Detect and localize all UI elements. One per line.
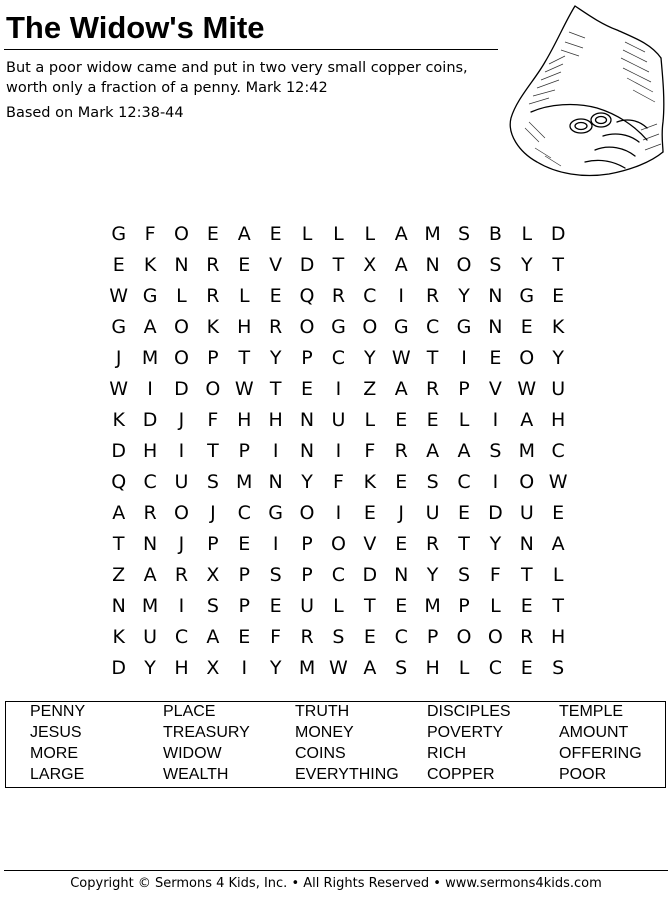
scripture-reference: Based on Mark 12:38-44 [6, 105, 184, 121]
grid-letter: A [426, 439, 440, 462]
grid-letter: I [335, 501, 342, 524]
grid-letter: E [206, 222, 219, 245]
grid-letter: U [551, 377, 566, 400]
grid-letter: Y [552, 346, 564, 369]
grid-letter: A [457, 439, 471, 462]
grid-letter: K [143, 253, 157, 276]
word-bank-item: TEMPLE [559, 703, 624, 720]
grid-letter: G [519, 284, 535, 307]
grid-letter: R [300, 625, 314, 648]
grid-letter: U [425, 501, 440, 524]
grid-letter: G [111, 222, 127, 245]
word-bank-item: EVERYTHING [295, 766, 399, 783]
grid-letter: P [301, 346, 313, 369]
grid-letter: P [301, 563, 313, 586]
grid-letter: L [333, 594, 344, 617]
grid-letter: T [520, 563, 533, 586]
grid-letter: M [141, 346, 159, 369]
grid-row [103, 466, 574, 497]
grid-letter: N [268, 470, 283, 493]
page-title: The Widow's Mite [6, 10, 265, 45]
grid-letter: P [301, 532, 313, 555]
grid-letter: E [269, 222, 282, 245]
grid-letter: E [363, 625, 376, 648]
grid-letter: R [426, 377, 440, 400]
grid-letter: E [520, 656, 533, 679]
grid-letter: A [363, 656, 377, 679]
grid-letter: G [268, 501, 284, 524]
grid-letter: E [269, 284, 282, 307]
grid-letter: T [552, 594, 564, 617]
grid-letter: I [178, 439, 185, 462]
grid-letter: C [488, 656, 503, 679]
grid-letter: E [238, 532, 251, 555]
grid-row [103, 652, 574, 683]
grid-letter: I [461, 346, 467, 369]
grid-letter: L [458, 408, 470, 431]
grid-letter: O [330, 532, 346, 555]
grid-letter: D [362, 563, 378, 586]
grid-letter: W [548, 470, 568, 493]
word-bank-item: WEALTH [163, 766, 229, 783]
word-bank-item: AMOUNT [559, 724, 629, 741]
grid-letter: U [174, 470, 189, 493]
grid-letter: E [395, 532, 408, 555]
grid-letter: K [112, 625, 125, 648]
grid-letter: A [394, 253, 408, 276]
grid-letter: N [142, 532, 158, 555]
grid-letter: Q [111, 470, 127, 493]
grid-row [103, 249, 574, 280]
grid-letter: K [551, 315, 565, 338]
grid-letter: O [362, 315, 378, 338]
grid-letter: F [364, 439, 376, 462]
grid-letter: P [426, 625, 439, 648]
grid-letter: C [425, 315, 440, 338]
grid-letter: P [207, 346, 219, 369]
grid-letter: I [272, 532, 279, 555]
grid-letter: V [269, 253, 283, 276]
grid-letter: I [335, 377, 342, 400]
grid-letter: R [394, 439, 408, 462]
grid-letter: U [519, 501, 534, 524]
grid-letter: R [143, 501, 157, 524]
grid-letter: E [301, 377, 314, 400]
grid-letter: S [552, 656, 565, 679]
grid-letter: S [332, 625, 345, 648]
grid-letter: X [206, 563, 220, 586]
grid-letter: Y [144, 656, 156, 679]
grid-letter: L [521, 222, 533, 245]
grid-letter: E [552, 284, 565, 307]
grid-letter: O [173, 315, 189, 338]
grid-letter: T [269, 377, 282, 400]
grid-letter: I [492, 470, 499, 493]
grid-letter: V [488, 377, 502, 400]
grid-row [103, 311, 574, 342]
grid-letter: J [178, 532, 185, 555]
grid-letter: Y [489, 532, 502, 555]
grid-letter: P [207, 532, 219, 555]
grid-letter: O [299, 315, 315, 338]
grid-letter: O [205, 377, 221, 400]
word-bank-item: JESUS [30, 724, 82, 741]
grid-letter: U [300, 594, 314, 617]
grid-letter: C [394, 625, 408, 648]
grid-letter: S [457, 563, 471, 586]
grid-letter: Z [363, 377, 377, 400]
hand-with-coins-illustration [505, 2, 667, 182]
grid-letter: I [241, 656, 248, 679]
grid-letter: H [142, 439, 158, 462]
word-bank-item: POOR [559, 766, 607, 783]
grid-letter: G [142, 284, 158, 307]
word-bank-item: MORE [30, 745, 78, 762]
grid-letter: T [207, 439, 219, 462]
grid-letter: R [426, 284, 440, 307]
grid-row [103, 497, 574, 528]
grid-letter: R [206, 253, 220, 276]
grid-row [103, 559, 574, 590]
grid-letter: W [517, 377, 537, 400]
grid-letter: L [490, 594, 501, 617]
copyright-footer: Copyright © Sermons 4 Kids, Inc. • All Rights Reserved • www.sermons4kids.com [70, 876, 602, 891]
grid-letter: E [395, 408, 408, 431]
grid-letter: E [238, 253, 251, 276]
grid-letter: E [395, 594, 408, 617]
grid-letter: E [520, 594, 533, 617]
grid-letter: R [520, 625, 534, 648]
grid-letter: F [270, 625, 282, 648]
grid-letter: D [550, 222, 566, 245]
word-bank-item: WIDOW [163, 745, 222, 762]
grid-letter: T [238, 346, 251, 369]
grid-letter: A [394, 377, 408, 400]
grid-letter: S [269, 563, 282, 586]
grid-letter: Y [426, 563, 439, 586]
grid-letter: N [394, 563, 409, 586]
grid-letter: X [206, 656, 220, 679]
word-bank-item: LARGE [30, 766, 85, 783]
grid-letter: Y [269, 346, 282, 369]
grid-letter: H [237, 408, 252, 431]
grid-letter: N [174, 253, 189, 276]
grid-letter: M [518, 439, 535, 462]
grid-letter: M [141, 594, 159, 617]
grid-letter: G [111, 315, 127, 338]
grid-letter: I [178, 594, 185, 617]
word-bank-item: RICH [427, 745, 467, 762]
grid-letter: S [426, 470, 439, 493]
grid-letter: J [115, 346, 122, 369]
grid-letter: Y [301, 470, 313, 493]
grid-letter: C [174, 625, 189, 648]
word-bank-item: COPPER [427, 766, 495, 783]
grid-letter: C [237, 501, 251, 524]
grid-letter: G [393, 315, 409, 338]
grid-row [103, 528, 574, 559]
grid-letter: S [206, 594, 219, 617]
grid-letter: I [272, 439, 279, 462]
grid-letter: L [301, 222, 313, 245]
grid-letter: B [488, 222, 502, 245]
grid-letter: Y [520, 253, 533, 276]
grid-letter: L [458, 656, 470, 679]
grid-letter: E [426, 408, 439, 431]
word-bank-item: PLACE [163, 703, 216, 720]
grid-letter: L [364, 222, 376, 245]
grid-letter: O [173, 501, 189, 524]
grid-letter: R [331, 284, 346, 307]
word-bank-item: TREASURY [163, 724, 250, 741]
grid-letter: T [364, 594, 376, 617]
grid-row [103, 342, 574, 373]
grid-letter: O [519, 346, 535, 369]
bible-verse: But a poor widow came and put in two very small copper coins, worth only a fraction of a penny. Mark 12:42 [6, 60, 468, 96]
grid-letter: T [458, 532, 470, 555]
grid-letter: V [363, 532, 377, 555]
grid-row [103, 590, 574, 621]
grid-letter: S [395, 656, 408, 679]
grid-letter: E [395, 470, 408, 493]
grid-letter: E [112, 253, 125, 276]
word-bank-item: OFFERING [559, 745, 642, 762]
grid-letter: H [551, 625, 566, 648]
grid-letter: E [489, 346, 502, 369]
grid-letter: Q [299, 284, 315, 307]
grid-letter: D [111, 439, 127, 462]
grid-letter: J [210, 501, 216, 524]
grid-letter: T [552, 253, 564, 276]
grid-letter: A [520, 408, 534, 431]
grid-letter: G [331, 315, 346, 338]
word-bank-item: DISCIPLES [427, 703, 511, 720]
grid-letter: H [425, 656, 440, 679]
grid-letter: R [426, 532, 440, 555]
grid-letter: E [238, 625, 251, 648]
grid-letter: U [143, 625, 158, 648]
grid-letter: T [332, 253, 345, 276]
grid-letter: T [426, 346, 439, 369]
grid-letter: R [269, 315, 283, 338]
grid-letter: G [456, 315, 472, 338]
word-bank-item: PENNY [30, 703, 86, 720]
grid-letter: H [174, 656, 189, 679]
grid-letter: L [364, 408, 376, 431]
grid-letter: K [363, 470, 377, 493]
grid-letter: M [298, 656, 316, 679]
grid-letter: Y [269, 656, 282, 679]
grid-letter: N [299, 439, 315, 462]
grid-letter: P [238, 594, 250, 617]
grid-row [103, 218, 574, 249]
grid-letter: I [492, 408, 499, 431]
grid-letter: K [112, 408, 125, 431]
grid-letter: H [551, 408, 566, 431]
word-search-grid [103, 218, 574, 683]
grid-letter: N [111, 594, 126, 617]
grid-letter: C [331, 346, 346, 369]
grid-letter: W [109, 284, 129, 307]
grid-letter: F [332, 470, 344, 493]
grid-letter: P [458, 594, 470, 617]
grid-letter: N [519, 532, 534, 555]
grid-letter: E [520, 315, 533, 338]
grid-letter: S [489, 439, 502, 462]
grid-letter: D [488, 501, 503, 524]
grid-letter: P [238, 439, 250, 462]
grid-letter: I [398, 284, 405, 307]
grid-row [103, 280, 574, 311]
grid-letter: F [489, 563, 501, 586]
grid-letter: J [178, 408, 185, 431]
grid-letter: F [144, 222, 156, 245]
grid-letter: D [111, 656, 127, 679]
grid-letter: R [206, 284, 220, 307]
grid-letter: S [457, 222, 471, 245]
grid-letter: O [173, 222, 189, 245]
grid-letter: N [299, 408, 315, 431]
grid-letter: E [363, 501, 376, 524]
grid-letter: A [206, 625, 220, 648]
title-divider [4, 49, 498, 50]
grid-letter: I [335, 439, 342, 462]
grid-letter: P [238, 563, 250, 586]
grid-letter: L [552, 563, 564, 586]
grid-letter: O [456, 253, 472, 276]
grid-letter: L [333, 222, 344, 245]
grid-letter: X [363, 253, 377, 276]
grid-letter: A [143, 563, 157, 586]
grid-letter: O [456, 625, 472, 648]
word-bank-item: POVERTY [427, 724, 504, 741]
grid-letter: W [391, 346, 411, 369]
grid-letter: O [487, 625, 503, 648]
grid-letter: C [331, 563, 346, 586]
grid-letter: O [173, 346, 189, 369]
grid-letter: A [394, 222, 408, 245]
grid-letter: H [268, 408, 283, 431]
grid-letter: D [142, 408, 158, 431]
grid-letter: D [174, 377, 189, 400]
grid-letter: H [237, 315, 252, 338]
grid-letter: K [206, 315, 220, 338]
grid-letter: A [237, 222, 251, 245]
grid-letter: L [238, 284, 250, 307]
grid-letter: Y [458, 284, 470, 307]
grid-letter: A [551, 532, 565, 555]
grid-letter: M [236, 470, 253, 493]
grid-letter: A [143, 315, 157, 338]
grid-letter: O [519, 470, 535, 493]
grid-letter: E [457, 501, 470, 524]
footer-divider [4, 870, 668, 871]
grid-row [103, 435, 574, 466]
grid-letter: R [174, 563, 189, 586]
grid-letter: U [331, 408, 346, 431]
grid-letter: I [147, 377, 153, 400]
grid-letter: P [458, 377, 470, 400]
grid-letter: Y [364, 346, 376, 369]
word-bank-item: MONEY [295, 724, 354, 741]
grid-letter: W [329, 656, 348, 679]
grid-letter: C [363, 284, 377, 307]
grid-letter: C [457, 470, 471, 493]
grid-letter: N [488, 315, 503, 338]
grid-row [103, 404, 574, 435]
grid-letter: S [489, 253, 502, 276]
grid-row [103, 373, 574, 404]
grid-letter: M [424, 594, 441, 617]
grid-letter: M [424, 222, 441, 245]
grid-letter: W [234, 377, 254, 400]
grid-letter: C [551, 439, 565, 462]
grid-letter: F [207, 408, 219, 431]
grid-letter: D [299, 253, 315, 276]
grid-letter: N [425, 253, 440, 276]
grid-letter: A [112, 501, 126, 524]
grid-letter: Z [112, 563, 126, 586]
grid-letter: T [112, 532, 125, 555]
grid-letter: C [143, 470, 157, 493]
word-bank-item: TRUTH [295, 703, 350, 720]
grid-letter: E [269, 594, 282, 617]
grid-letter: O [299, 501, 315, 524]
grid-letter: E [552, 501, 565, 524]
grid-letter: L [176, 284, 187, 307]
grid-letter: S [206, 470, 219, 493]
word-bank [5, 701, 666, 788]
grid-letter: N [488, 284, 503, 307]
grid-row [103, 621, 574, 652]
grid-letter: W [109, 377, 129, 400]
word-bank-item: COINS [295, 745, 346, 762]
grid-letter: J [398, 501, 405, 524]
